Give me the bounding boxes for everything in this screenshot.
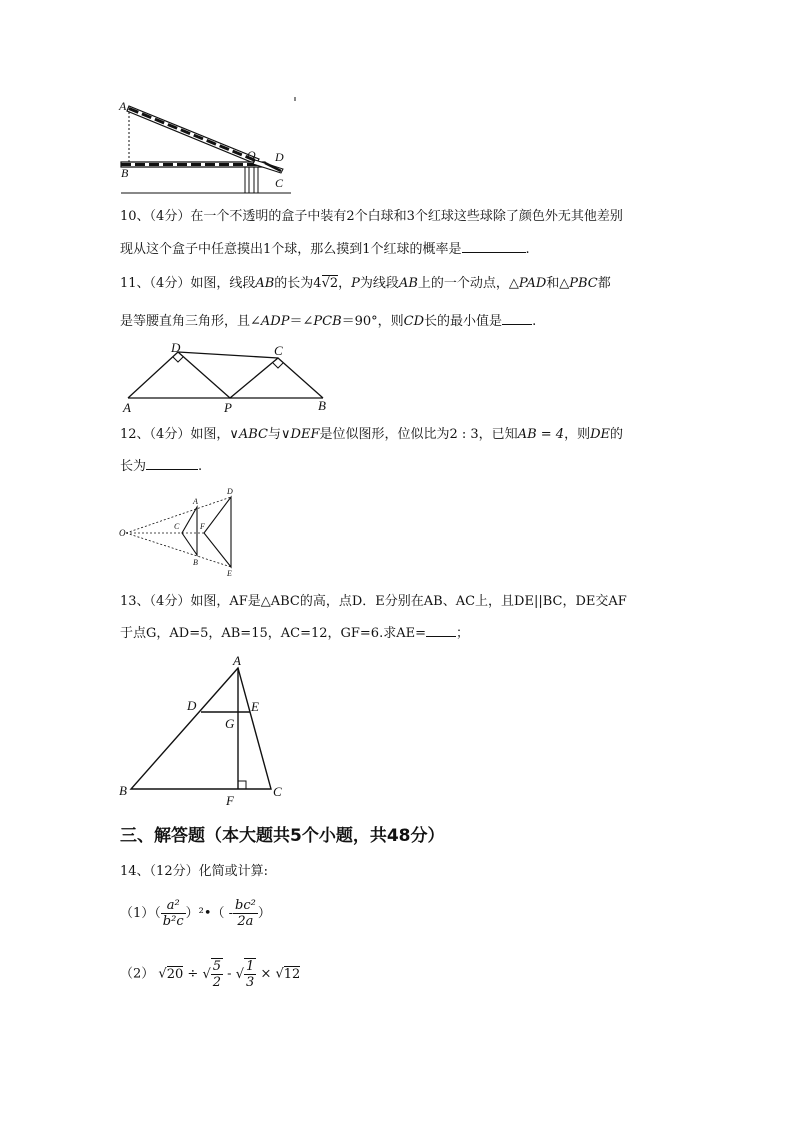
label-D: D (171, 340, 181, 355)
question-11: 11、（4分）如图，线段AB的长为4√2，P为线段AB上的一个动点，△PAD和△PBC都 (120, 276, 611, 291)
question-10: 10、（4分）在一个不透明的盒子中装有2个白球和3个红球这些球除了颜色外无其他差别 (120, 209, 623, 224)
question-13-line2: 于点G，AD=5，AB=15，AC=12，GF=6.求AE= ； (120, 626, 469, 641)
label-C: C (275, 176, 284, 190)
label-C: C (274, 343, 283, 358)
label-E: E (251, 699, 259, 714)
question-12: 12、（4分）如图，∨ABC与∨DEF是位似图形，位似比为2 : 3，已知AB = 4，则DE的 (120, 427, 624, 442)
label-B: B (193, 558, 198, 567)
label-P: P (224, 400, 232, 415)
figure-12 (116, 485, 246, 580)
question-10-line2: 现从这个盒子中任意摸出1个球，那么摸到1个红球的概率是 . (120, 242, 530, 257)
sqrt-12: √12 (275, 966, 301, 982)
label-F: F (200, 522, 205, 531)
sqrt-symbol: √2 (321, 276, 339, 291)
label-A: A (233, 653, 241, 668)
label-G: G (225, 716, 235, 731)
figure-13 (115, 652, 295, 810)
label-A: A (193, 497, 198, 506)
label-F: F (226, 793, 234, 808)
question-12-line2: 长为 . (120, 459, 203, 474)
label-C: C (174, 522, 180, 531)
question-14: 14、（12分）化简或计算: (120, 864, 268, 879)
label-E: E (227, 569, 232, 578)
question-14-part-1: （1）（ $\frac{\text{a²}}{\text{b²c}}$ ）²•（ - $\frac{\text{bc²}}{2a}$ ） (120, 898, 271, 929)
fraction-1: $\frac{\text{a²}}{\text{b²c}}$ (162, 898, 184, 929)
figure-lever (115, 93, 300, 198)
figure-11 (118, 338, 338, 416)
label-B: B (318, 398, 326, 413)
sqrt-fraction-5-2: √ $\frac{5}{2}$ (202, 959, 222, 990)
label-B: B (121, 166, 129, 180)
answer-blank-11[interactable] (502, 312, 532, 325)
answer-blank-12[interactable] (146, 457, 198, 470)
label-D: D (227, 487, 233, 496)
label-C: C (273, 784, 282, 799)
label-O: O (247, 148, 256, 162)
section-heading: 三、解答题（本大题共5个小题，共48分） (120, 826, 445, 846)
answer-blank-10[interactable] (462, 240, 526, 253)
answer-blank-13[interactable] (426, 624, 456, 637)
label-B: B (119, 783, 127, 798)
question-11-line2: 是等腰直角三角形，且∠ADP＝∠PCB＝90°，则CD长的最小值是 . (120, 314, 537, 329)
question-14-part-2: （2） √20 ÷ √ $\frac{5}{2}$ - √ $\frac{1}{3}$ × √12 (120, 959, 301, 990)
question-13: 13、（4分）如图，AF是△ABC的高，点D．E分别在AB、AC上，且DE||BC，DE交AF (120, 594, 627, 609)
label-D: D (275, 150, 284, 164)
label-A: A (119, 99, 127, 113)
sqrt-fraction-1-3: √ $\frac{1}{3}$ (235, 959, 255, 990)
label-D: D (187, 698, 197, 713)
label-A: A (123, 400, 131, 415)
fraction-2: $\frac{\text{bc²}}{2a}$ (235, 898, 256, 929)
label-O: O (119, 528, 126, 538)
sqrt-20: √20 (158, 966, 184, 982)
